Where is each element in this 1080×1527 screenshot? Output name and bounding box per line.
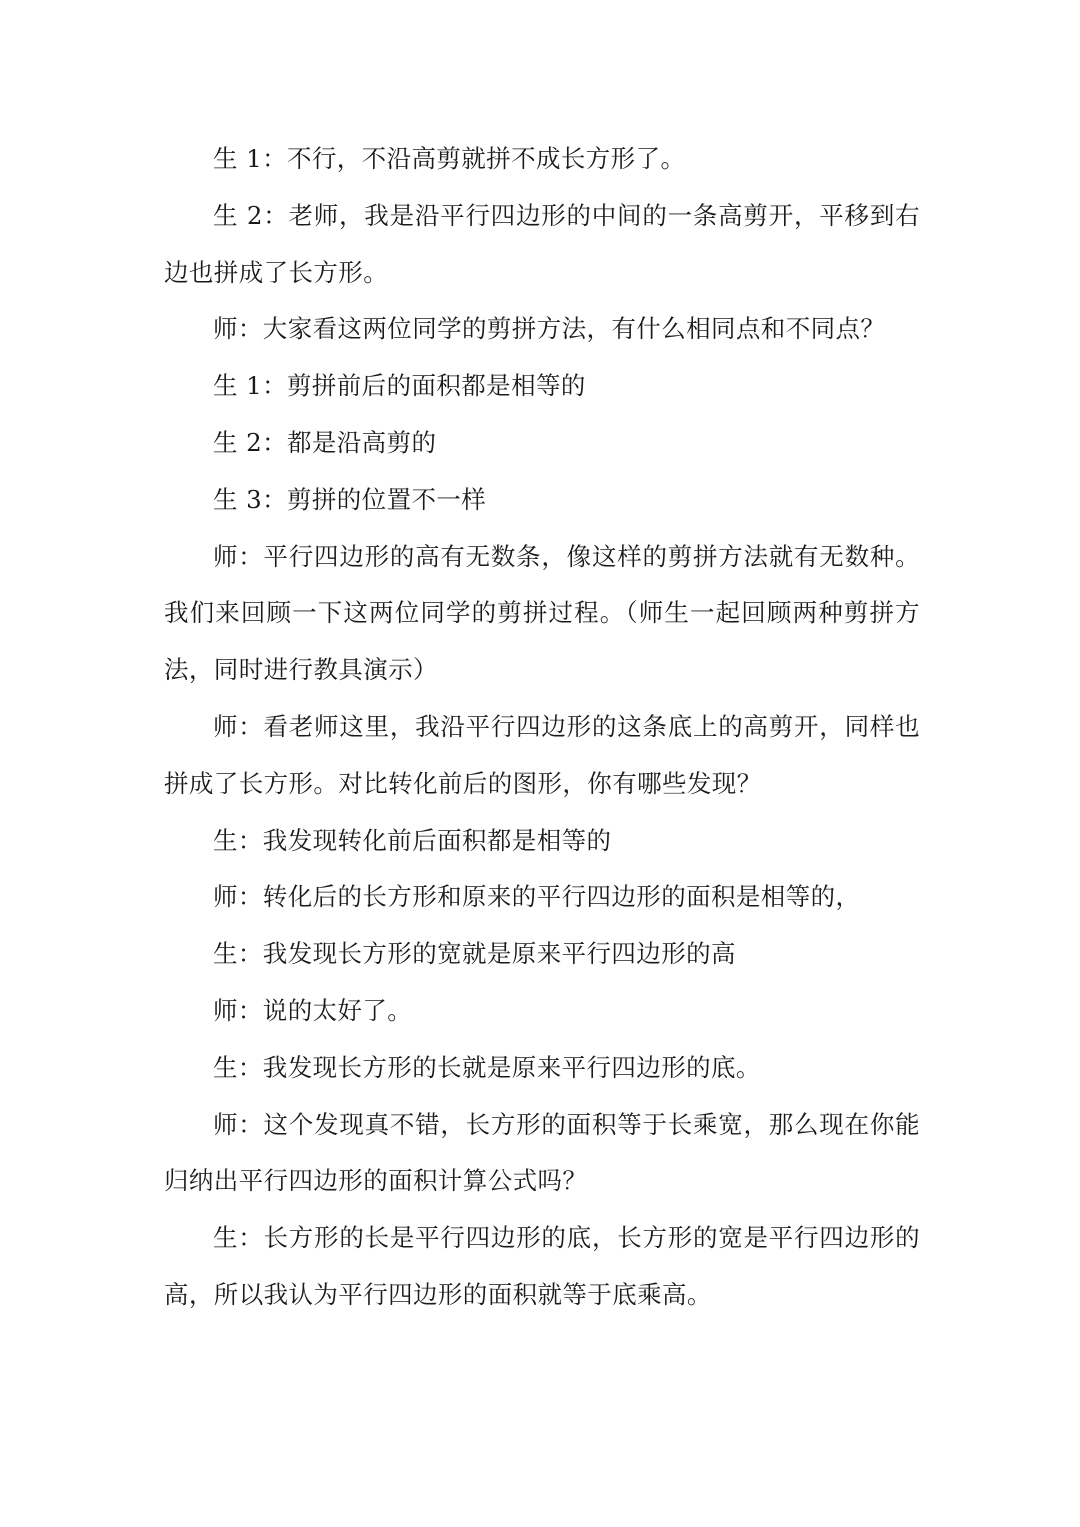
- paragraph-5: 生 2：都是沿高剪的: [213, 427, 437, 457]
- paragraph-3: 师：大家看这两位同学的剪拼方法，有什么相同点和不同点？: [213, 314, 886, 344]
- paragraph-8: 师：看老师这里，我沿平行四边形的这条底上的高剪开，同样也拼成了长方形。对比转化前后的图形，你有哪些发现？: [164, 711, 920, 798]
- document-body: [164, 131, 920, 1324]
- paragraph-9: 生：我发现转化前后面积都是相等的: [213, 825, 612, 855]
- paragraph-6: 生 3：剪拼的位置不一样: [213, 484, 487, 514]
- paragraph-12: 师：说的太好了。: [213, 995, 413, 1025]
- paragraph-10: 师：转化后的长方形和原来的平行四边形的面积是相等的，: [213, 882, 861, 912]
- paragraph-7: 师：平行四边形的高有无数条，像这样的剪拼方法就有无数种。我们来回顾一下这两位同学的剪拼过程。（师生一起回顾两种剪拼方法，同时进行教具演示）: [164, 541, 920, 685]
- paragraph-15: 生：长方形的长是平行四边形的底，长方形的宽是平行四边形的高，所以我认为平行四边形的面积就等于底乘高。: [164, 1223, 920, 1309]
- paragraph-13: 生：我发现长方形的长就是原来平行四边形的底。: [213, 1052, 761, 1082]
- paragraph-11: 生：我发现长方形的宽就是原来平行四边形的高: [213, 939, 736, 969]
- paragraph-14: 师：这个发现真不错，长方形的面积等于长乘宽，那么现在你能归纳出平行四边形的面积计算公式吗？: [164, 1109, 920, 1196]
- paragraph-2: 生 2：老师，我是沿平行四边形的中间的一条高剪开，平移到右边也拼成了长方形。: [164, 200, 920, 287]
- paragraph-4: 生 1：剪拼前后的面积都是相等的: [213, 371, 586, 401]
- paragraph-1: 生 1：不行，不沿高剪就拼不成长方形了。: [213, 144, 686, 173]
